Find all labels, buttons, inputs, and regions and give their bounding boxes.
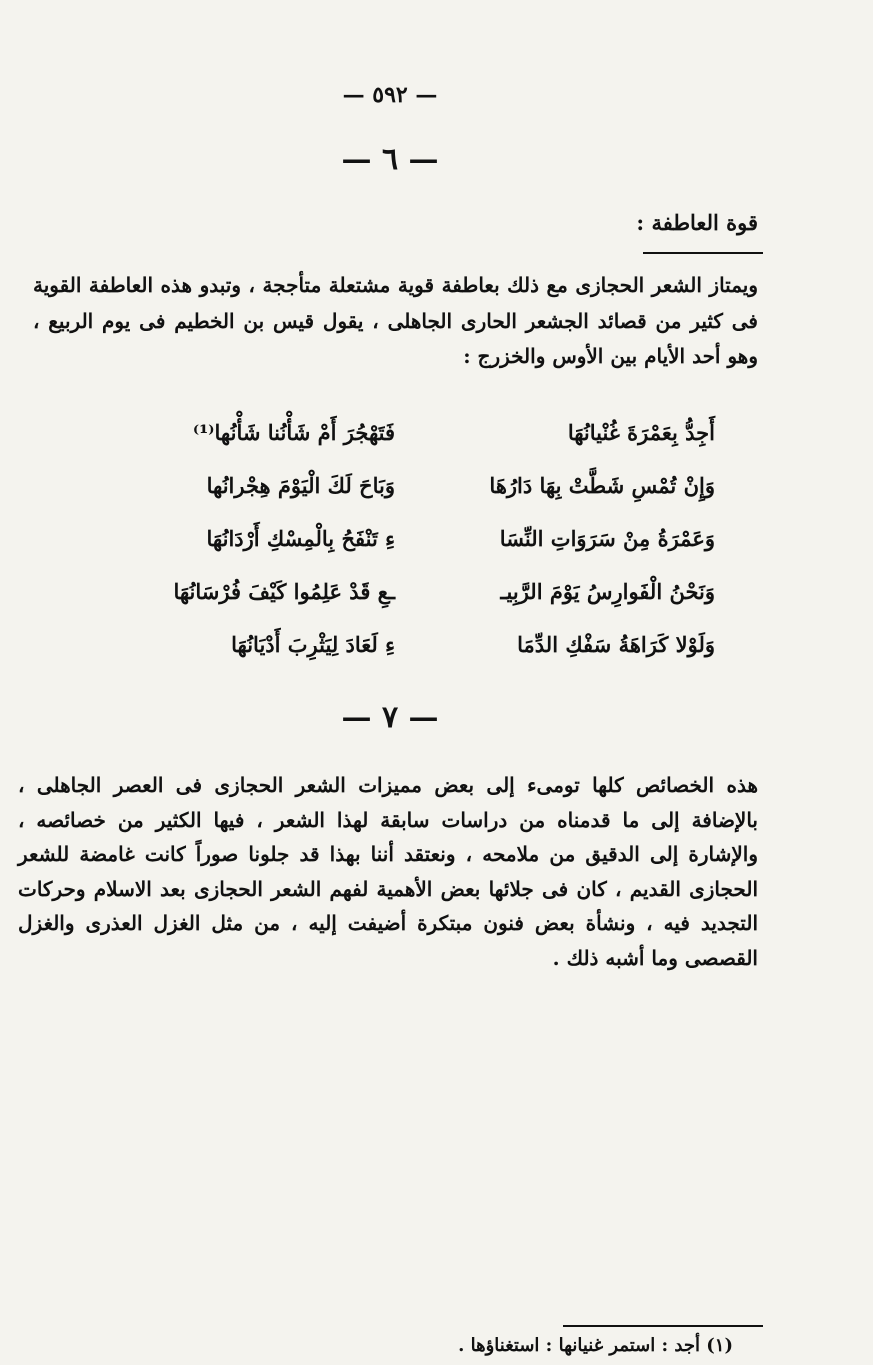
verse-first-hemistich: وَنَحْنُ الْفَوارِسُ يَوْمَ الرَّبِيـ xyxy=(500,579,715,604)
section-number-7: — ٧ — xyxy=(341,700,439,735)
section-number-6: — ٦ — xyxy=(341,142,439,177)
section-heading-container xyxy=(636,210,758,241)
verse-second-hemistich: ءِ لَعَادَ لِيَثْرِبَ أَدْيَانُهَا xyxy=(231,632,395,657)
verse-first-hemistich: وَلَوْلا كَرَاهَةُ سَفْكِ الدِّمَا xyxy=(517,632,715,657)
conclusion-paragraph: هذه الخصائص كلها تومىء إلى بعض مميزات الشعر الحجازى فى العصر الجاهلى ، بالإضافة إلى ما قدمناه من دراسات سابقة لهذا الشعر ، فيها الكثير من خصائصه ، والإشارة إلى الدقيق من ملامحه ، ونعتقد أننا بهذا قد جلونا صوراً كانت غامضة للشعر الحجازى القديم ، كان فى جلائها بعض الأهمية لفهم الشعر الحجازى بعد الاسلام وحركات التجديد فيه ، ونشأة بعض فنون مبتكرة أضيفت إليه ، من مثل الغزل العذرى والغزل القصصى وما أشبه ذلك . xyxy=(18,773,758,970)
verse-line xyxy=(95,579,715,632)
intro-paragraph: ويمتاز الشعر الحجازى مع ذلك بعاطفة قوية مشتعلة متأججة ، وتبدو هذه العاطفة القوية فى كثير من قصائد الجشعر الحارى الجاهلى ، يقول قيس بن الخطيم فى يوم الربيع ، وهو أحد الأيام بين الأوس والخزرج : xyxy=(33,273,758,368)
section-heading: قوة العاطفة : xyxy=(636,210,758,235)
verse-second-hemistich: فَتَهْجُرَ أَمْ شَأْنُنا شَأْنُها⁽¹⁾ xyxy=(192,420,395,445)
poem-verses xyxy=(95,420,715,685)
verse-second-hemistich: ءِ تَنْفَحُ بِالْمِسْكِ أَرْدَانُهَا xyxy=(206,526,395,551)
verse-first-hemistich: وَإِنْ تُمْسِ شَطَّتْ بِهَا دَارُهَا xyxy=(489,473,715,498)
heading-underline xyxy=(643,252,763,254)
verse-first-hemistich: وَعَمْرَةُ مِنْ سَرَوَاتِ النِّسَا xyxy=(499,526,715,551)
verse-line xyxy=(95,526,715,579)
footnote: (١) أجد : استمر غنيانها : استغناؤها . xyxy=(458,1335,733,1356)
verse-line xyxy=(95,420,715,473)
verse-line xyxy=(95,473,715,526)
verse-first-hemistich: أَجِدُّ بِعَمْرَةَ غُنْيانُهَا xyxy=(567,420,715,445)
verse-second-hemistich: وَبَاحَ لَكَ الْيَوْمَ هِجْرانُها xyxy=(206,473,395,498)
footnote-separator xyxy=(563,1325,763,1327)
verse-second-hemistich: ـعِ قَدْ عَلِمُوا كَيْفَ فُرْسَانُهَا xyxy=(173,579,395,604)
verse-line xyxy=(95,632,715,685)
page-number: — ٥٩٢ — xyxy=(342,82,438,108)
